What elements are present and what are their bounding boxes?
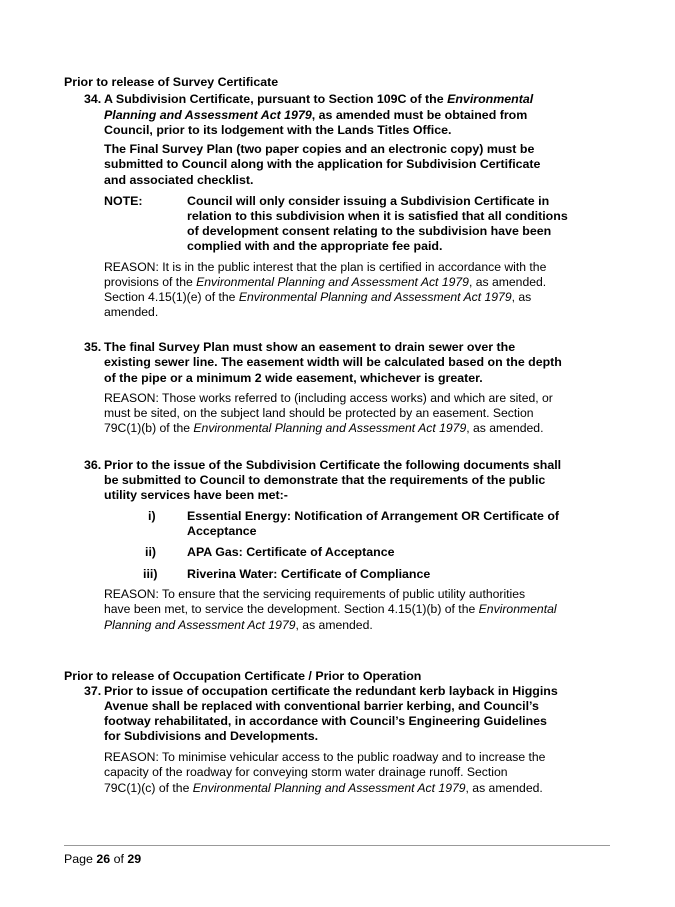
list-item-text: APA Gas: Certificate of Acceptance <box>187 545 395 559</box>
condition-text-line: footway rehabilitated, in accordance with Council’s Engineering Guidelines <box>104 714 547 728</box>
reason-text-line: REASON: To ensure that the servicing requirements of public utility authorities <box>104 587 526 601</box>
condition-text-line: The final Survey Plan must show an easement to drain sewer over the <box>104 340 516 354</box>
section-heading-survey: Prior to release of Survey Certificate <box>64 75 279 89</box>
condition-text-line: Avenue shall be replaced with conventional barrier kerbing, and Council’s <box>104 699 539 713</box>
condition-text-line: A Subdivision Certificate, pursuant to Section 109C of the Environmental <box>104 92 534 106</box>
reason-text-line: capacity of the roadway for conveying storm water drainage runoff. Section <box>104 765 508 779</box>
reason-text-line: amended. <box>104 305 159 319</box>
footer-divider <box>64 845 610 846</box>
list-item-text: Acceptance <box>187 524 257 538</box>
condition-text-line: utility services have been met:- <box>104 488 288 502</box>
condition-text-line: Council, prior to its lodgement with the Lands Titles Office. <box>104 123 452 137</box>
reason-text-line: REASON: To minimise vehicular access to the public roadway and to increase the <box>104 750 546 764</box>
reason-text-line: 79C(1)(b) of the Environmental Planning and Assessment Act 1979, as amended. <box>104 421 544 435</box>
condition-text-line: Prior to issue of occupation certificate the redundant kerb layback in Higgins <box>104 684 558 698</box>
reason-text-line: provisions of the Environmental Planning and Assessment Act 1979, as amended. <box>104 275 547 289</box>
condition-number: 34. <box>84 92 102 106</box>
condition-number: 36. <box>84 458 102 472</box>
list-item-text: Essential Energy: Notification of Arrangement OR Certificate of <box>187 509 560 523</box>
list-item-number: ii) <box>145 545 157 559</box>
page-number: Page 26 of 29 <box>64 852 142 866</box>
list-item-text: Riverina Water: Certificate of Compliance <box>187 567 431 581</box>
list-item-number: iii) <box>143 567 158 581</box>
note-label: NOTE: <box>104 194 143 208</box>
condition-text-line: existing sewer line. The easement width will be calculated based on the depth <box>104 355 562 369</box>
list-item-number: i) <box>148 509 156 523</box>
condition-text-line: and associated checklist. <box>104 173 254 187</box>
section-heading-occupation: Prior to release of Occupation Certificate / Prior to Operation <box>64 669 422 683</box>
condition-text-line: of the pipe or a minimum 2 wide easement, whichever is greater. <box>104 371 483 385</box>
condition-text-line: submitted to Council along with the application for Subdivision Certificate <box>104 157 541 171</box>
note-text-line: of development consent relating to the subdivision have been <box>187 224 552 238</box>
reason-text-line: must be sited, on the subject land should be protected by an easement. Section <box>104 406 534 420</box>
reason-text-line: 79C(1)(c) of the Environmental Planning and Assessment Act 1979, as amended. <box>104 781 543 795</box>
note-text-line: relation to this subdivision when it is satisfied that all conditions <box>187 209 568 223</box>
reason-text-line: REASON: It is in the public interest that the plan is certified in accordance with the <box>104 260 547 274</box>
condition-text-line: Planning and Assessment Act 1979, as amended must be obtained from <box>104 108 528 122</box>
condition-number: 35. <box>84 340 102 354</box>
reason-text-line: Section 4.15(1)(e) of the Environmental Planning and Assessment Act 1979, as <box>104 290 532 304</box>
note-text-line: complied with and the appropriate fee paid. <box>187 239 443 253</box>
condition-text-line: Prior to the issue of the Subdivision Certificate the following documents shall <box>104 458 562 472</box>
condition-text-line: for Subdivisions and Developments. <box>104 729 319 743</box>
condition-number: 37. <box>84 684 102 698</box>
condition-text-line: be submitted to Council to demonstrate that the requirements of the public <box>104 473 546 487</box>
reason-text-line: have been met, to service the development. Section 4.15(1)(b) of the Environmental <box>104 602 557 616</box>
reason-text-line: Planning and Assessment Act 1979, as amended. <box>104 618 373 632</box>
condition-text-line: The Final Survey Plan (two paper copies and an electronic copy) must be <box>104 142 535 156</box>
note-text-line: Council will only consider issuing a Subdivision Certificate in <box>187 194 550 208</box>
reason-text-line: REASON: Those works referred to (including access works) and which are sited, or <box>104 391 553 405</box>
